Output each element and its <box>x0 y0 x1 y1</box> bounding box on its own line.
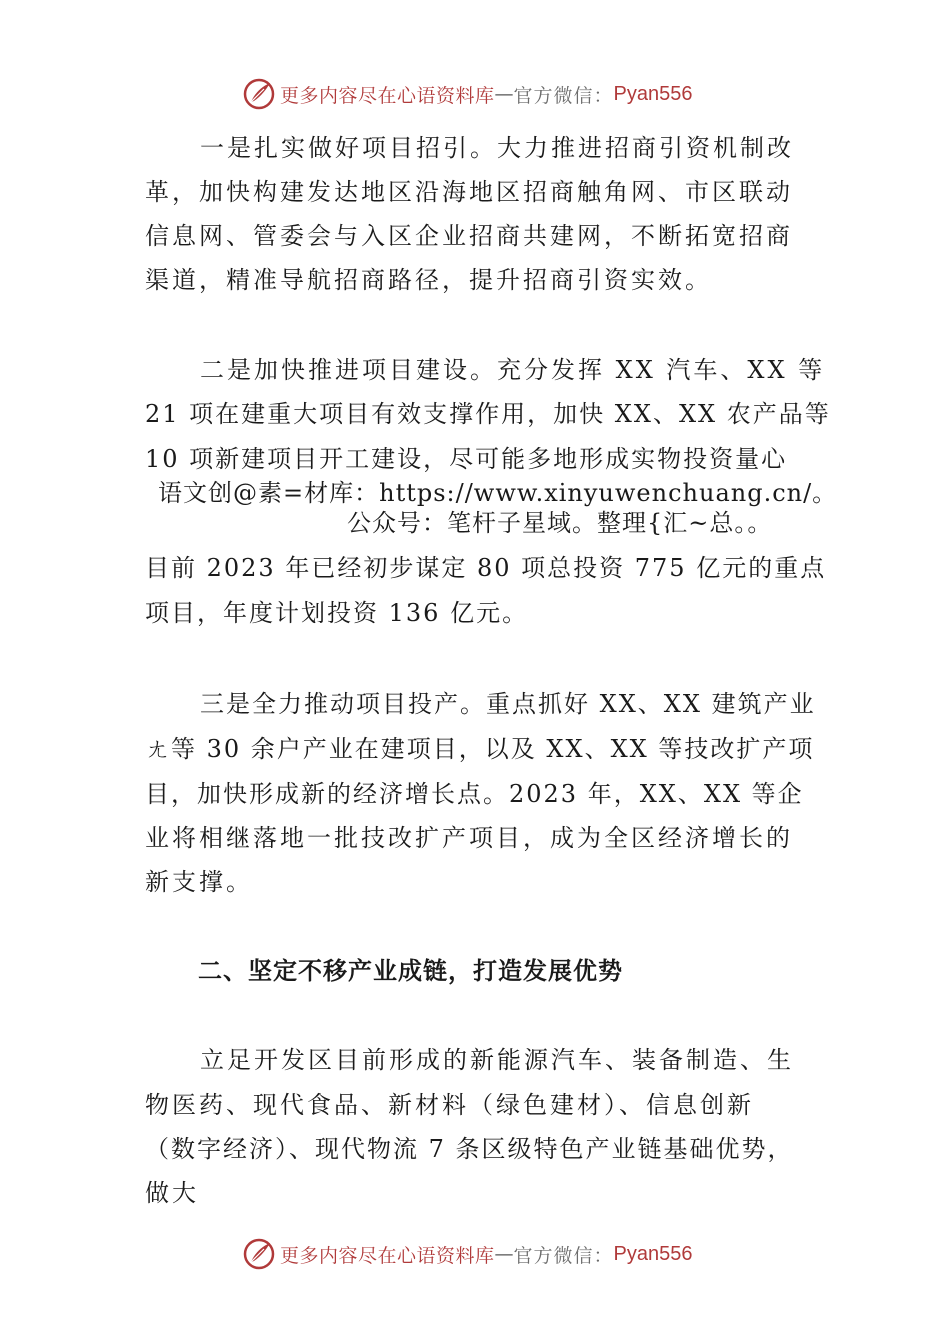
paragraph-2-line-4: 语文创@素=材库：https://www.xinyuwenchuang.cn/。 <box>158 479 838 507</box>
watermark-wechat-label: 官方微信： <box>513 84 614 107</box>
watermark-text: 更多内容尽在心语资料库 <box>280 84 495 107</box>
paragraph-1-line-2: 革，加快构建发达地区沿海地区招商触角网、市区联动 <box>145 178 793 206</box>
paragraph-3-line-2: ㄤ等 30 余户产业在建项目，以及 XX、XX 等技改扩产项 <box>145 735 815 763</box>
closing-line-2: 物医药、现代食品、新材料（绿色建材）、信息创新 <box>145 1091 754 1119</box>
feather-pen-logo-icon <box>242 1237 276 1271</box>
closing-line-4: 做大 <box>145 1179 199 1207</box>
feather-pen-logo-icon <box>242 77 276 111</box>
paragraph-3-line-3: 目，加快形成新的经济增长点。2023 年，XX、XX 等企 <box>145 780 804 808</box>
watermark-wechat-id: Pyan556 <box>613 1242 693 1265</box>
paragraph-2-line-3: 10 项新建项目开工建设，尽可能多地形成实物投资量心 <box>145 445 788 473</box>
paragraph-3-line-4: 业将相继落地一批技改扩产项目，成为全区经济增长的 <box>145 824 793 852</box>
paragraph-3-line-5: 新支撑。 <box>145 868 253 896</box>
paragraph-1-line-1: 一是扎实做好项目招引。大力推进招商引资机制改 <box>200 134 794 162</box>
watermark-header <box>242 76 693 112</box>
watermark-wechat-label: 官方微信： <box>513 1244 614 1267</box>
watermark-text: 更多内容尽在心语资料库 <box>280 1244 495 1267</box>
paragraph-2-line-2: 21 项在建重大项目有效支撑作用，加快 XX、XX 农产品等 <box>145 400 831 428</box>
watermark-footer <box>242 1236 693 1272</box>
paragraph-1-line-4: 渠道，精准导航招商路径，提升招商引资实效。 <box>145 266 712 294</box>
paragraph-2-line-1: 二是加快推进项目建设。充分发挥 XX 汽车、XX 等 <box>200 356 826 384</box>
closing-line-3: （数字经济）、现代物流 7 条区级特色产业链基础优势， <box>145 1135 794 1163</box>
watermark-wechat-id: Pyan556 <box>613 82 693 105</box>
paragraph-1-line-3: 信息网、管委会与入区企业招商共建网，不断拓宽招商 <box>145 222 793 250</box>
watermark-separator: — <box>494 1243 514 1265</box>
paragraph-3-line-1: 三是全力推动项目投产。重点抓好 XX、XX 建筑产业 <box>200 690 816 718</box>
paragraph-2-line-6: 目前 2023 年已经初步谋定 80 项总投资 775 亿元的重点 <box>145 554 827 582</box>
section-heading: 二、坚定不移产业成链，打造发展优势 <box>198 957 623 985</box>
watermark-separator: — <box>494 83 514 105</box>
paragraph-2-line-5: 公众号：笔杆子星域。整理{汇~总。。 <box>347 509 773 537</box>
paragraph-2-line-7: 项目，年度计划投资 136 亿元。 <box>145 599 529 627</box>
closing-line-1: 立足开发区目前形成的新能源汽车、装备制造、生 <box>200 1046 794 1074</box>
